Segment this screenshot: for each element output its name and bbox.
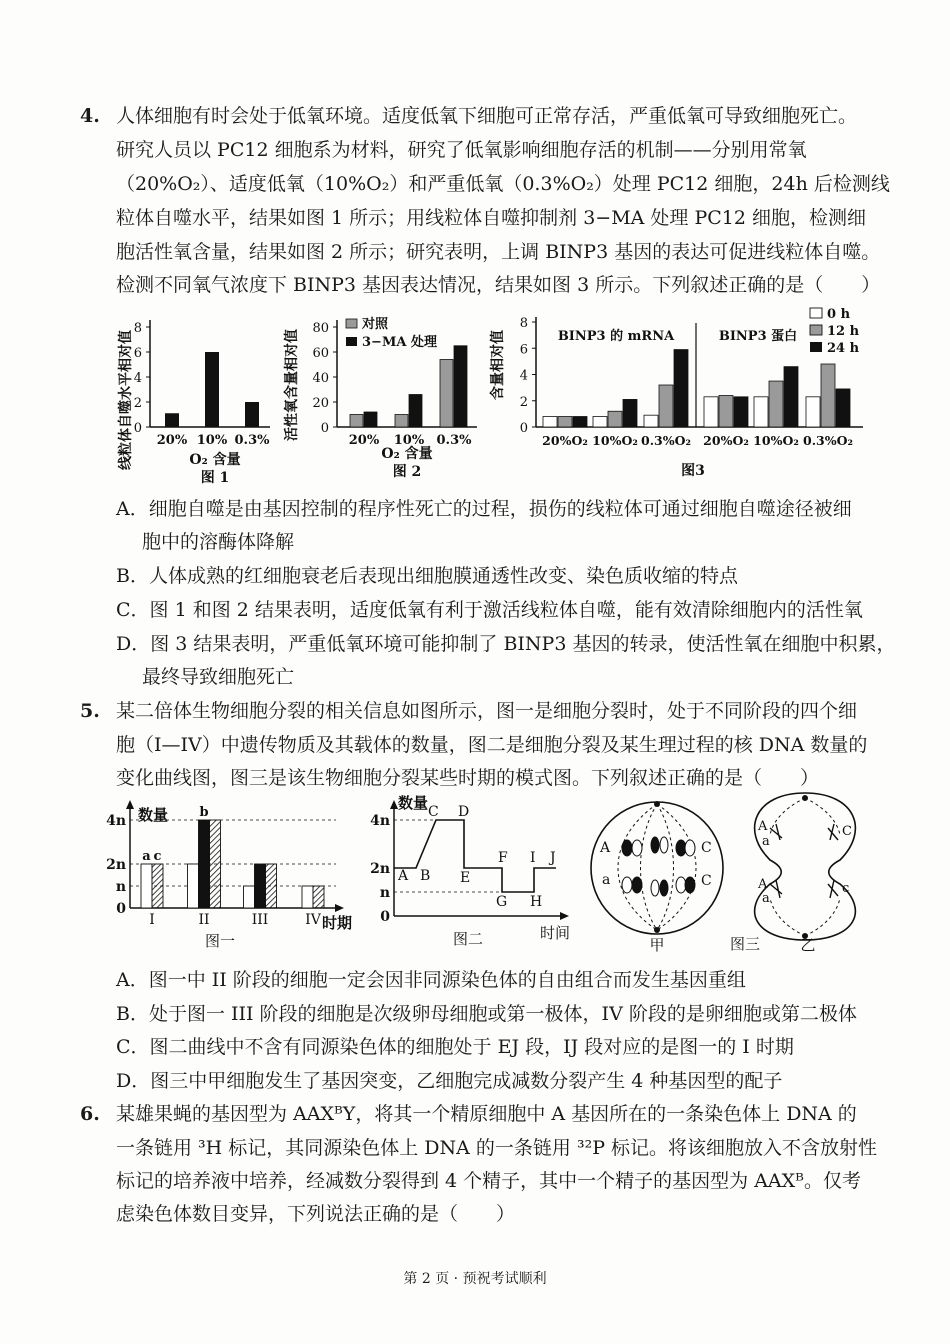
cell-jia-gene-a: a [602, 872, 611, 888]
cell-yi-label: 乙 [800, 936, 816, 954]
f2-point-label: G [496, 894, 508, 910]
q4-option-d: D．图 3 结果表明，严重低氧环境可能抑制了 BINP3 基因的转录，使活性氧在细胞中积累， [116, 633, 896, 655]
fig2-legend-control: 对照 [362, 317, 389, 332]
f1-ytick-label: 0 [116, 901, 126, 917]
f1-caption: 图一 [204, 932, 236, 950]
q6-line-2: 一条链用 ³H 标记，其同源染色体上 DNA 的一条链用 ³²P 标记。将该细胞放入不含放射性 [116, 1137, 878, 1159]
f2-ytick-label: 4n [370, 813, 390, 829]
f2-point-label: D [458, 804, 470, 820]
f1-ylabel: 数量 [138, 806, 169, 824]
figure-1-chart [100, 305, 290, 490]
fig3-legend-0h: 0 h [827, 307, 851, 322]
fig2-legend-swatch-control [346, 319, 357, 328]
fig3-legend-swatch-12h [810, 325, 822, 335]
q4-line-2: 研究人员以 PC12 细胞系为材料，研究了低氧影响细胞存活的机制——分别用常氧 [116, 139, 807, 161]
f1-x-arrow [335, 904, 344, 912]
fig3-bar [784, 367, 798, 427]
fig2-xtick-label: 10% [393, 433, 425, 448]
fig2-bar [350, 415, 363, 428]
cell-yi-gene-a-top: a [762, 834, 770, 849]
f1-bar-c [313, 886, 324, 908]
cell-jia-gene-C-bottom: C [701, 873, 712, 889]
q4-option-d-cont: 最终导致细胞死亡 [142, 666, 295, 688]
fig1-ytick-label: 4 [133, 371, 142, 386]
fig2-xtick-label: 0.3% [436, 433, 472, 448]
figure-two-chart [368, 790, 583, 950]
q5-line-3: 变化曲线图，图三是该生物细胞分裂某些时期的模式图。下列叙述正确的是（ ） [116, 767, 820, 789]
q5-line-1: 某二倍体生物细胞分裂的相关信息如图所示，图一是细胞分裂时，处于不同阶段的四个细 [116, 700, 858, 722]
f1-xtick-label: II [198, 912, 210, 928]
figure-3-chart [488, 305, 878, 490]
fig1-xtick-label: 0.3% [234, 433, 270, 448]
fig1-ytick-label: 6 [133, 346, 142, 361]
f1-xlabel: 时期 [322, 914, 353, 932]
f1-xtick-label: IV [305, 912, 321, 928]
fig3-ytick-label: 6 [519, 342, 528, 358]
cell-jia-centrosome-bottom [654, 927, 660, 933]
q5-option-c: C．图二曲线中不含有同源染色体的细胞处于 EJ 段，IJ 段对应的是图一的 I 时期 [116, 1036, 794, 1058]
fig3-bar [558, 417, 572, 428]
fig3-bar [674, 350, 688, 427]
fig1-ylabel: 线粒体自噬水平相对值 [118, 330, 134, 470]
q5-option-b: B．处于图一 III 阶段的细胞是次级卵母细胞或第一极体，IV 阶段的是卵细胞或第二极体 [116, 1003, 857, 1025]
fig1-caption: 图 1 [200, 470, 230, 486]
q6-line-4: 虑染色体数目变异，下列说法正确的是（ ） [116, 1203, 516, 1225]
fig3-xtick-label: 20%O₂ [703, 433, 749, 448]
f2-y-arrow [390, 800, 398, 809]
fig3-legend-swatch-0h [810, 308, 822, 318]
cell-yi-gene-a-bottom: a [762, 891, 770, 906]
cell-yi-chromosomes [770, 824, 838, 898]
fig3-bar [719, 396, 733, 428]
f1-bar-label-b: b [199, 805, 209, 820]
f2-point-label: A [398, 868, 409, 884]
q4-option-a-cont: 胞中的溶酶体降解 [142, 531, 295, 553]
cell-jia-gene-C-top: C [701, 840, 712, 856]
fig3-xtick-label: 0.3%O₂ [803, 433, 853, 448]
fig3-bar [704, 397, 718, 427]
fig1-ytick-label: 2 [133, 396, 142, 411]
fig3-legend-12h: 12 h [827, 324, 860, 339]
fig3-bar [593, 417, 607, 428]
f1-ytick-label: 2n [106, 857, 126, 873]
fig2-caption: 图 2 [392, 464, 422, 480]
fig3-bar [734, 397, 748, 427]
f1-bar-label-c: c [153, 849, 162, 864]
fig2-legend-3ma: 3−MA 处理 [362, 335, 437, 350]
q6-line-1: 某雄果蝇的基因型为 AAXᴮY，将其一个精原细胞中 A 基因所在的一条染色体上 DNA 的 [116, 1103, 857, 1125]
fig3-bar [754, 397, 768, 427]
f2-x-arrow [560, 912, 569, 920]
fig3-xtick-label: 0.3%O₂ [641, 433, 691, 448]
question-5-number: 5. [80, 700, 100, 722]
fig2-legend-swatch-3ma [346, 337, 357, 346]
figure-2-chart [282, 305, 492, 490]
q5-option-d: D．图三中甲细胞发生了基因突变，乙细胞完成减数分裂产生 4 种基因型的配子 [116, 1070, 783, 1092]
cell-jia-gene-A: A [600, 840, 611, 856]
fig1-xtick-label: 20% [156, 433, 188, 448]
f2-ylabel: 数量 [398, 794, 429, 812]
f1-bar-a [141, 864, 152, 908]
cell-yi-centrosome-top [802, 795, 808, 801]
f2-xlabel: 时间 [540, 924, 571, 942]
fig2-bar [440, 360, 453, 428]
f1-bar-a [188, 864, 199, 908]
fig3-bar [573, 417, 587, 428]
fig1-ytick-label: 8 [133, 321, 142, 336]
q4-line-3: （20%O₂）、适度低氧（10%O₂）和严重低氧（0.3%O₂）处理 PC12 细胞，24h 后检测线 [116, 173, 890, 195]
f1-bar-label-a: a [142, 849, 151, 864]
cell-yi-gene-A-top: A [758, 819, 768, 834]
cell-yi-gene-A-bottom: A [758, 877, 768, 892]
f1-bar-b [199, 820, 210, 908]
q6-line-3: 标记的培养液中培养，经减数分裂得到 4 个精子，其中一个精子的基因型为 AAXᴮ。仅考 [116, 1170, 861, 1192]
cell-jia-spindle [618, 804, 696, 930]
fig2-xlabel: O₂ 含量 [381, 446, 433, 462]
f1-bar-c [266, 864, 277, 908]
fig3-bar [821, 364, 835, 427]
f1-xtick-label: III [251, 912, 269, 928]
figure-three-cell-yi [730, 790, 880, 955]
q5-option-a: A．图一中 II 阶段的细胞一定会因非同源染色体的自由组合而发生基因重组 [116, 969, 746, 991]
fig3-bar [836, 389, 850, 427]
q5-line-2: 胞（I—IV）中遗传物质及其载体的数量，图二是细胞分裂及某生理过程的核 DNA 数量的 [116, 734, 868, 756]
fig3-bar [623, 399, 637, 427]
f2-point-label: I [530, 850, 536, 866]
fig3-bar [644, 415, 658, 427]
f1-y-arrow [126, 800, 134, 809]
fig1-xlabel: O₂ 含量 [189, 452, 241, 468]
fig1-ytick-label: 0 [133, 421, 142, 436]
f1-bar-a [302, 886, 313, 908]
figure-one-chart [100, 800, 360, 955]
f1-ytick-label: 4n [106, 813, 126, 829]
f2-point-label: B [420, 868, 431, 884]
f1-bar-b [255, 864, 266, 908]
fig1-bar [165, 413, 179, 427]
fig1-bar [245, 402, 259, 427]
f1-bar-c [152, 864, 163, 908]
page-footer: 第 2 页 · 预祝考试顺利 [403, 1271, 547, 1287]
f2-point-label: J [550, 850, 556, 866]
f2-ytick-label: 0 [380, 909, 390, 925]
f2-point-label: H [530, 894, 543, 910]
cell-jia-label: 甲 [649, 936, 665, 954]
fig3-bar [806, 397, 820, 427]
f2-ytick-label: n [379, 885, 390, 901]
f1-bar-a [244, 886, 255, 908]
q4-line-1: 人体细胞有时会处于低氧环境。适度低氧下细胞可正常存活，严重低氧可导致细胞死亡。 [116, 105, 858, 127]
fig2-bar [364, 412, 377, 427]
fig3-ylabel: 含量相对值 [490, 330, 506, 400]
question-6-number: 6. [80, 1103, 100, 1125]
q4-option-c: C．图 1 和图 2 结果表明，适度低氧有利于激活线粒体自噬，能有效清除细胞内的活性氧 [116, 599, 863, 621]
fig3-bar [608, 411, 622, 427]
fig2-ytick-label: 80 [312, 321, 329, 336]
f1-bar-c [210, 820, 221, 908]
cell-yi-gene-c-bottom: c [842, 881, 850, 896]
fig3-bar [543, 417, 557, 428]
f2-point-label: E [460, 870, 471, 886]
fig3-bar [659, 385, 673, 427]
q4-line-5: 胞活性氧含量，结果如图 2 所示；研究表明，上调 BINP3 基因的表达可促进线粒体自噬。 [116, 241, 881, 263]
q4-line-6: 检测不同氧气浓度下 BINP3 基因表达情况，结果如图 3 所示。下列叙述正确的是（ ） [116, 274, 881, 296]
cell-yi-gene-C-top: C [842, 824, 852, 839]
fig1-bar [205, 352, 219, 427]
fig2-bar [454, 346, 467, 427]
fig3-xtick-label: 10%O₂ [592, 433, 638, 448]
fig2-ytick-label: 40 [312, 371, 329, 386]
f2-point-label: F [498, 850, 508, 866]
cell-jia-chromosomes [622, 837, 695, 896]
fig3-ytick-label: 0 [519, 421, 528, 436]
f1-xtick-label: I [149, 912, 155, 928]
fig3-bar [769, 381, 783, 427]
q4-option-a: A．细胞自噬是由基因控制的程序性死亡的过程，损伤的线粒体可通过细胞自噬途径被细 [116, 498, 852, 520]
cell-jia-centrosome-top [654, 801, 660, 807]
fig3-ytick-label: 2 [519, 394, 528, 410]
fig2-bar [395, 415, 408, 428]
fig2-ytick-label: 20 [312, 396, 329, 411]
fig3-panel-mrna: BINP3 的 mRNA [557, 329, 675, 344]
cell-yi-spindle [770, 798, 840, 936]
fig3-legend-swatch-24h [810, 342, 822, 352]
f2-ytick-label: 2n [370, 861, 390, 877]
fig2-ytick-label: 60 [312, 346, 329, 361]
f1-ytick-label: n [115, 879, 126, 895]
cell-jia-membrane [591, 802, 723, 934]
cell-yi-membrane [755, 793, 856, 940]
fig3-panel-protein: BINP3 蛋白 [718, 329, 798, 344]
fig2-bar [409, 395, 422, 428]
f2-point-label: C [428, 804, 439, 820]
fig1-xtick-label: 10% [196, 433, 228, 448]
q4-line-4: 粒体自噬水平，结果如图 1 所示；用线粒体自噬抑制剂 3−MA 处理 PC12 细胞，检测细 [116, 207, 867, 229]
fig2-ylabel: 活性氧含量相对值 [284, 329, 300, 441]
fig3-legend-24h: 24 h [827, 341, 860, 356]
figure-three-cell-jia [585, 790, 735, 955]
question-4-number: 4. [80, 105, 100, 127]
fig3-xtick-label: 20%O₂ [542, 433, 588, 448]
fig3-caption: 图3 [681, 463, 705, 479]
q4-option-b: B．人体成熟的红细胞衰老后表现出细胞膜通透性改变、染色质收缩的特点 [116, 565, 738, 587]
fig2-ytick-label: 0 [320, 421, 329, 436]
fig3-ytick-label: 8 [519, 316, 528, 331]
f2-caption: 图二 [452, 930, 484, 948]
figure-three-caption: 图三 [730, 935, 761, 953]
fig2-xtick-label: 20% [348, 433, 380, 448]
fig3-ytick-label: 4 [519, 368, 528, 384]
fig3-xtick-label: 10%O₂ [753, 433, 799, 448]
